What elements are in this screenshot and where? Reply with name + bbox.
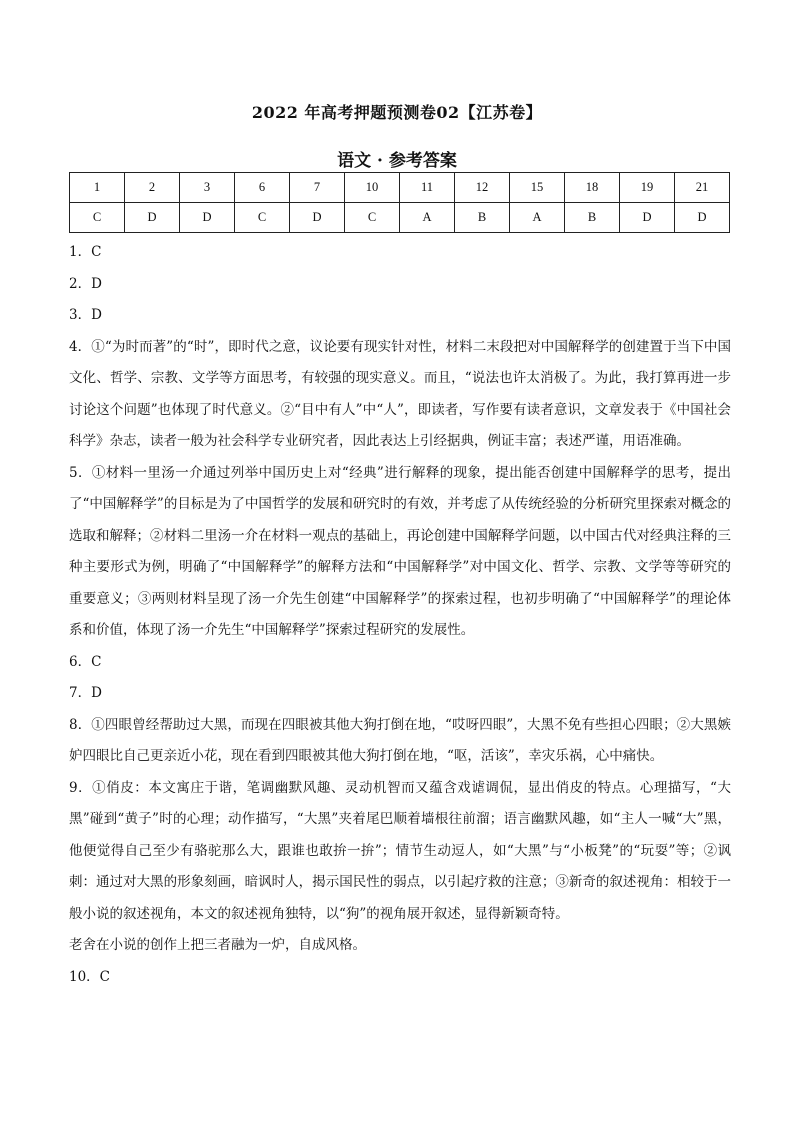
answer-cell: D [620, 203, 675, 233]
answer-line-1: 1．C [69, 244, 102, 260]
question-number-cell: 3 [180, 173, 235, 203]
answer-cell: C [70, 203, 125, 233]
question-number-row [70, 173, 730, 203]
answer-line-10: 10．C [69, 968, 111, 985]
answer-paragraph-9-conclusion: 老舍在小说的创作上把三者融为一炉，自成风格。 [69, 937, 366, 953]
answer-cell: D [125, 203, 180, 233]
question-number-cell: 12 [455, 173, 510, 203]
question-number-cell: 11 [400, 173, 455, 203]
question-number-cell: 6 [235, 173, 290, 203]
question-number-cell: 19 [620, 173, 675, 203]
answer-paragraph-9: 9．①俏皮：本文寓庄于谐，笔调幽默风趣、灵动机智而又蕴含戏谑调侃，显出俏皮的特点。心理描写，“大黑”碰到“黄子”时的心理；动作描写，“大黑”夹着尾巴顺着墙根往前溜；语言幽默风趣，如“主人一喊“大”黑，他便觉得自己至少有骆驼那么大，跟谁也敢拚一拚”；情节生动逗人，如“大黑”与“小板凳”的“玩耍”等；②讽刺：通过对大黑的形象刻画，暗讽时人，揭示国民性的弱点，以引起疗救的注意；③新奇的叙述视角：相较于一般小说的叙述视角，本文的叙述视角独特，以“狗”的视角展开叙述，显得新颖奇特。 [69, 779, 731, 922]
question-number-cell: 10 [345, 173, 400, 203]
answer-line-7: 7．D [69, 685, 102, 701]
answer-cell: C [345, 203, 400, 233]
answer-paragraph-8: 8．①四眼曾经帮助过大黑，而现在四眼被其他大狗打倒在地，“哎呀四眼”，大黑不免有些担心四眼；②大黑嫉妒四眼比自己更亲近小花，现在看到四眼被其他大狗打倒在地，“呕，活该”，幸灾乐祸，心中痛快。 [69, 716, 731, 764]
document-title: 2022 年高考押题预测卷02【江苏卷】 [251, 103, 543, 122]
question-number-cell: 18 [565, 173, 620, 203]
answer-line-3: 3．D [69, 307, 102, 323]
answer-paragraph-5: 5．①材料一里汤一介通过列举中国历史上对“经典”进行解释的现象，提出能否创建中国解释学的思考，提出了“中国解释学”的目标是为了中国哲学的发展和研究时的有效，并考虑了从传统经验的分析研究里探索对概念的选取和解释；②材料二里汤一介在材料一观点的基础上，再论创建中国解释学问题，以中国古代对经典注释的三种主要形式为例，明确了“中国解释学”的解释方法和“中国解释学”对中国文化、哲学、宗教、文学等等研究的重要意义；③两则材料呈现了汤一介先生创建“中国解释学”的探索过程，也初步明确了“中国解释学”的理论体系和价值，体现了汤一介先生“中国解释学”探索过程研究的发展性。 [69, 464, 731, 638]
answer-cell: D [290, 203, 345, 233]
answer-cell: B [455, 203, 510, 233]
answer-cell: D [180, 203, 235, 233]
question-number-cell: 7 [290, 173, 345, 203]
answer-cell: A [510, 203, 565, 233]
answer-row [70, 203, 730, 233]
document-subtitle: 语文 · 参考答案 [337, 151, 457, 171]
answer-cell: D [675, 203, 730, 233]
answer-line-2: 2．D [69, 275, 102, 292]
answer-line-6: 6．C [69, 653, 102, 670]
answer-cell: C [235, 203, 290, 233]
answer-table [69, 172, 730, 233]
answer-cell: A [400, 203, 455, 233]
answer-paragraph-4: 4．①“为时而著”的“时”，即时代之意，议论要有现实针对性，材料二末段把对中国解释学的创建置于当下中国文化、哲学、宗教、文学等方面思考，有较强的现实意义。而且，“说法也许太消极了。为此，我打算再进一步讨论这个问题”也体现了时代意义。②“目中有人”中“人”，即读者，写作要有读者意识，文章发表于《中国社会科学》杂志，读者一般为社会科学专业研究者，因此表达上引经据典，例证丰富；表述严谨，用语准确。 [69, 338, 731, 449]
answer-cell: B [565, 203, 620, 233]
question-number-cell: 21 [675, 173, 730, 203]
question-number-cell: 2 [125, 173, 180, 203]
answer-explanations [69, 237, 731, 993]
question-number-cell: 15 [510, 173, 565, 203]
question-number-cell: 1 [70, 173, 125, 203]
